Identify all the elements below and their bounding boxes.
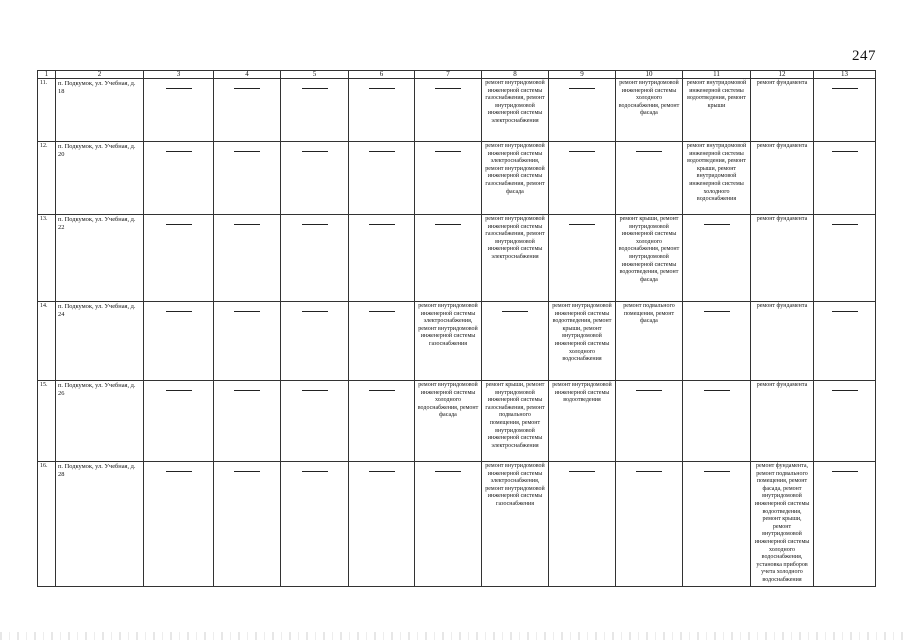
empty-cell xyxy=(214,381,281,462)
work-cell: ремонт внутридомовой инженерной системы газоснабжения, ремонт внутридомовой инженерной системы электроснабжения xyxy=(482,215,549,302)
dash-mark xyxy=(234,471,260,472)
empty-cell xyxy=(549,79,616,142)
scan-artifact xyxy=(0,632,905,640)
empty-cell xyxy=(281,79,349,142)
empty-cell xyxy=(214,302,281,381)
address-cell: п. Подкумок, ул. Учебная, д. 28 xyxy=(56,462,144,587)
row-number: 14. xyxy=(38,302,56,381)
dash-mark xyxy=(569,151,595,152)
work-cell: ремонт фундамента xyxy=(751,302,814,381)
empty-cell xyxy=(349,215,415,302)
column-header: 11 xyxy=(683,71,751,79)
work-cell: ремонт крыши, ремонт внутридомовой инженерной системы холодного водоснабжения, ремонт внутридомовой инженерной системы водоотведения, ремонт фасада xyxy=(616,215,683,302)
dash-mark xyxy=(369,390,395,391)
address-cell: п. Подкумок, ул. Учебная, д. 18 xyxy=(56,79,144,142)
column-header: 9 xyxy=(549,71,616,79)
empty-cell xyxy=(349,381,415,462)
dash-mark xyxy=(166,224,192,225)
table-row xyxy=(38,215,876,302)
dash-mark xyxy=(832,151,858,152)
repair-schedule-table xyxy=(37,70,876,587)
work-cell: ремонт внутридомовой инженерной системы водоотведения xyxy=(549,381,616,462)
dash-mark xyxy=(302,88,328,89)
empty-cell xyxy=(349,302,415,381)
empty-cell xyxy=(415,142,482,215)
empty-cell xyxy=(616,381,683,462)
address-cell: п. Подкумок, ул. Учебная, д. 26 xyxy=(56,381,144,462)
empty-cell xyxy=(683,462,751,587)
address-cell: п. Подкумок, ул. Учебная, д. 20 xyxy=(56,142,144,215)
empty-cell xyxy=(349,142,415,215)
dash-mark xyxy=(636,390,662,391)
empty-cell xyxy=(281,215,349,302)
table-row xyxy=(38,79,876,142)
dash-mark xyxy=(569,471,595,472)
empty-cell xyxy=(616,462,683,587)
dash-mark xyxy=(302,311,328,312)
dash-mark xyxy=(234,311,260,312)
empty-cell xyxy=(814,462,876,587)
dash-mark xyxy=(435,151,461,152)
empty-cell xyxy=(214,79,281,142)
dash-mark xyxy=(704,224,730,225)
dash-mark xyxy=(302,224,328,225)
column-header: 12 xyxy=(751,71,814,79)
empty-cell xyxy=(814,302,876,381)
empty-cell xyxy=(144,79,214,142)
dash-mark xyxy=(166,471,192,472)
empty-cell xyxy=(415,462,482,587)
empty-cell xyxy=(549,462,616,587)
page-number: 247 xyxy=(852,48,876,64)
dash-mark xyxy=(435,471,461,472)
dash-mark xyxy=(832,471,858,472)
dash-mark xyxy=(832,390,858,391)
column-header: 2 xyxy=(56,71,144,79)
dash-mark xyxy=(234,390,260,391)
empty-cell xyxy=(349,462,415,587)
empty-cell xyxy=(482,302,549,381)
dash-mark xyxy=(166,88,192,89)
empty-cell xyxy=(144,462,214,587)
dash-mark xyxy=(369,88,395,89)
column-header: 13 xyxy=(814,71,876,79)
column-header: 1 xyxy=(38,71,56,79)
dash-mark xyxy=(569,224,595,225)
dash-mark xyxy=(502,311,528,312)
empty-cell xyxy=(144,142,214,215)
work-cell: ремонт фундамента, ремонт подвального помещения, ремонт фасада, ремонт внутридомовой инженерной системы водоотведения, ремонт крыши, ремонт внутридомовой инженерной системы холодного водоснабжения, установка приборов учета холодного водоснабжения xyxy=(751,462,814,587)
empty-cell xyxy=(281,302,349,381)
dash-mark xyxy=(636,151,662,152)
dash-mark xyxy=(832,88,858,89)
empty-cell xyxy=(549,142,616,215)
address-cell: п. Подкумок, ул. Учебная, д. 24 xyxy=(56,302,144,381)
dash-mark xyxy=(234,224,260,225)
work-cell: ремонт внутридомовой инженерной системы газоснабжения, ремонт внутридомовой инженерной системы электроснабжения xyxy=(482,79,549,142)
empty-cell xyxy=(214,462,281,587)
header-row xyxy=(38,71,876,79)
dash-mark xyxy=(234,151,260,152)
dash-mark xyxy=(704,390,730,391)
row-number: 15. xyxy=(38,381,56,462)
empty-cell xyxy=(549,215,616,302)
dash-mark xyxy=(569,88,595,89)
empty-cell xyxy=(814,381,876,462)
empty-cell xyxy=(683,381,751,462)
column-header: 8 xyxy=(482,71,549,79)
dash-mark xyxy=(302,390,328,391)
dash-mark xyxy=(704,311,730,312)
work-cell: ремонт внутридомовой инженерной системы электроснабжения, ремонт внутридомовой инженерной системы газоснабжения, ремонт фасада xyxy=(482,142,549,215)
empty-cell xyxy=(616,142,683,215)
work-cell: ремонт внутридомовой инженерной системы водоотведения, ремонт крыши xyxy=(683,79,751,142)
work-cell: ремонт фундамента xyxy=(751,215,814,302)
row-number: 13. xyxy=(38,215,56,302)
empty-cell xyxy=(814,142,876,215)
dash-mark xyxy=(369,224,395,225)
dash-mark xyxy=(832,311,858,312)
work-cell: ремонт внутридомовой инженерной системы электроснабжения, ремонт внутридомовой инженерной системы газоснабжения xyxy=(415,302,482,381)
empty-cell xyxy=(144,302,214,381)
work-cell: ремонт фундамента xyxy=(751,381,814,462)
empty-cell xyxy=(214,215,281,302)
row-number: 12. xyxy=(38,142,56,215)
dash-mark xyxy=(435,224,461,225)
dash-mark xyxy=(302,151,328,152)
work-cell: ремонт фундамента xyxy=(751,142,814,215)
column-header: 5 xyxy=(281,71,349,79)
table-row xyxy=(38,462,876,587)
column-header: 3 xyxy=(144,71,214,79)
dash-mark xyxy=(302,471,328,472)
empty-cell xyxy=(415,79,482,142)
dash-mark xyxy=(435,88,461,89)
empty-cell xyxy=(214,142,281,215)
column-header: 4 xyxy=(214,71,281,79)
dash-mark xyxy=(832,224,858,225)
dash-mark xyxy=(369,471,395,472)
empty-cell xyxy=(814,215,876,302)
row-number: 11. xyxy=(38,79,56,142)
column-header: 10 xyxy=(616,71,683,79)
work-cell: ремонт подвального помещения, ремонт фасада xyxy=(616,302,683,381)
dash-mark xyxy=(704,471,730,472)
dash-mark xyxy=(166,151,192,152)
dash-mark xyxy=(166,311,192,312)
dash-mark xyxy=(369,151,395,152)
table-row xyxy=(38,381,876,462)
work-cell: ремонт внутридомовой инженерной системы водоотведения, ремонт крыши, ремонт внутридомовой инженерной системы холодного водоснабжения xyxy=(683,142,751,215)
dash-mark xyxy=(369,311,395,312)
empty-cell xyxy=(144,215,214,302)
work-cell: ремонт внутридомовой инженерной системы холодного водоснабжения, ремонт фасада xyxy=(616,79,683,142)
column-header: 6 xyxy=(349,71,415,79)
dash-mark xyxy=(166,390,192,391)
empty-cell xyxy=(415,215,482,302)
work-cell: ремонт внутридомовой инженерной системы водоотведения, ремонт крыши, ремонт внутридомовой инженерной системы холодного водоснабжения xyxy=(549,302,616,381)
empty-cell xyxy=(281,142,349,215)
empty-cell xyxy=(144,381,214,462)
empty-cell xyxy=(683,215,751,302)
dash-mark xyxy=(234,88,260,89)
work-cell: ремонт крыши, ремонт внутридомовой инженерной системы газоснабжения, ремонт подвального помещения, ремонт внутридомовой инженерной системы электроснабжения xyxy=(482,381,549,462)
column-header: 7 xyxy=(415,71,482,79)
address-cell: п. Подкумок, ул. Учебная, д. 22 xyxy=(56,215,144,302)
empty-cell xyxy=(281,462,349,587)
work-cell: ремонт фундамента xyxy=(751,79,814,142)
work-cell: ремонт внутридомовой инженерной системы холодного водоснабжения, ремонт фасада xyxy=(415,381,482,462)
empty-cell xyxy=(349,79,415,142)
table-row xyxy=(38,302,876,381)
empty-cell xyxy=(683,302,751,381)
empty-cell xyxy=(281,381,349,462)
row-number: 16. xyxy=(38,462,56,587)
work-cell: ремонт внутридомовой инженерной системы электроснабжения, ремонт внутридомовой инженерной системы газоснабжения xyxy=(482,462,549,587)
dash-mark xyxy=(636,471,662,472)
table-row xyxy=(38,142,876,215)
empty-cell xyxy=(814,79,876,142)
